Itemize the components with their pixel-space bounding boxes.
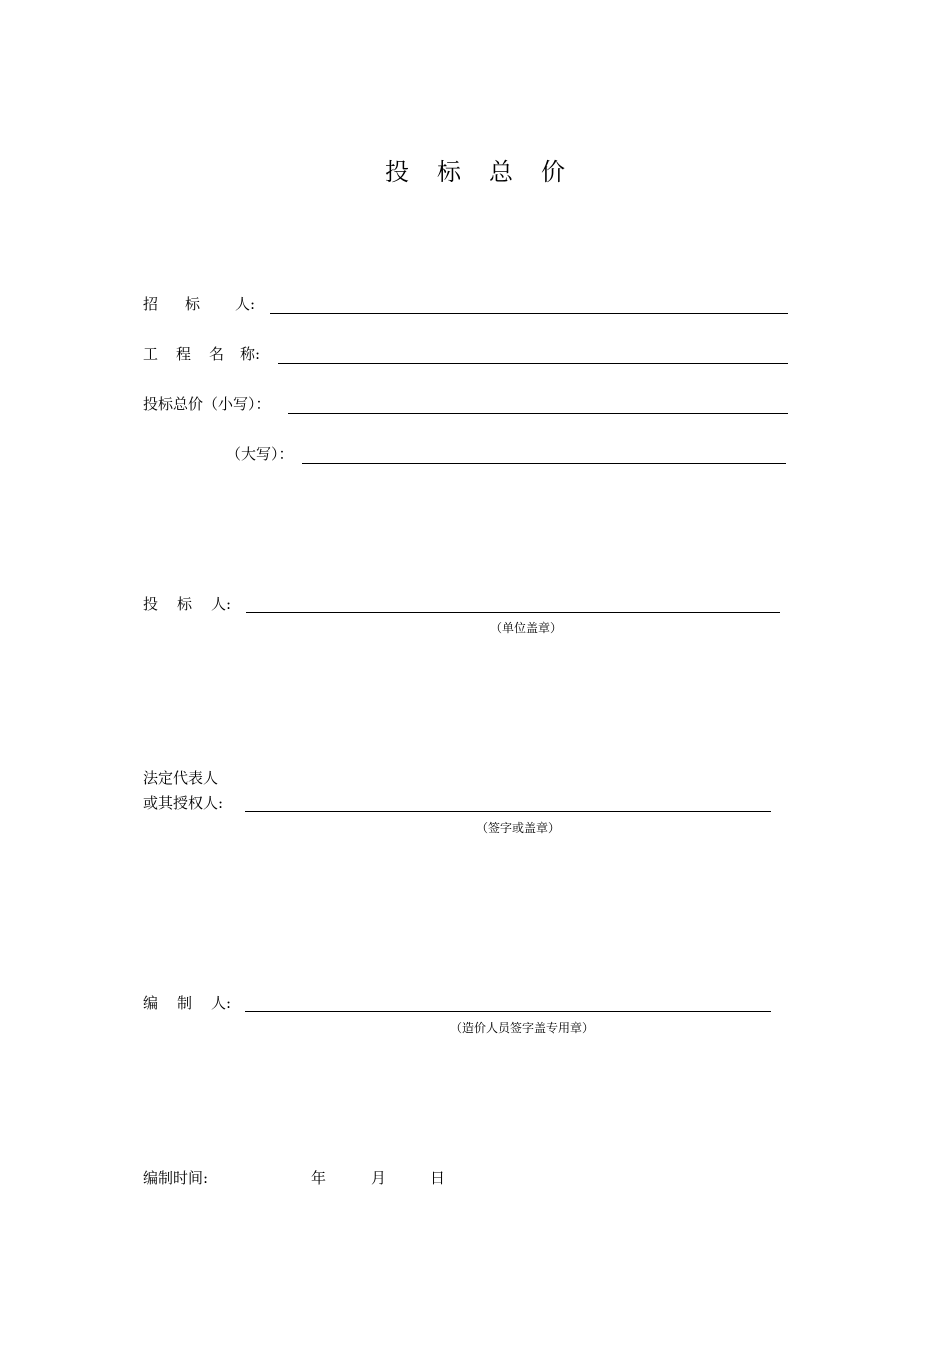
title-char: 投: [385, 158, 409, 186]
title-char: 总: [489, 158, 513, 186]
legal-rep-field-line[interactable]: [245, 811, 771, 812]
compiler-field-line[interactable]: [245, 1011, 771, 1012]
page-title: [0, 152, 950, 187]
bidder-note: （单位盖章）: [489, 621, 562, 635]
compiler-label: 编 制 人:: [143, 994, 232, 1012]
project-name-field-line[interactable]: [278, 363, 788, 364]
title-char: 标: [437, 158, 461, 186]
compile-time-label: 编制时间:: [143, 1169, 209, 1187]
tenderer-label: 招 标 人:: [143, 295, 256, 313]
legal-rep-label-line1: 法定代表人: [143, 769, 219, 787]
bid-total-lower-field-line[interactable]: [288, 413, 788, 414]
compiler-note: （造价人员签字盖专用章）: [449, 1021, 594, 1035]
tenderer-field-line[interactable]: [270, 313, 788, 314]
bid-total-lower-label: 投标总价（小写）：: [143, 395, 271, 413]
bidder-field-line[interactable]: [246, 612, 780, 613]
day-label: 日: [430, 1169, 446, 1187]
legal-rep-label-line2: 或其授权人:: [143, 794, 224, 812]
bidder-label: 投 标 人:: [143, 595, 232, 613]
project-name-label: 工 程 名 称:: [143, 345, 261, 363]
legal-rep-note: （签字或盖章）: [475, 821, 560, 835]
year-label: 年: [311, 1169, 327, 1187]
month-label: 月: [371, 1169, 387, 1187]
title-char: 价: [541, 158, 565, 186]
bid-total-upper-field-line[interactable]: [302, 463, 786, 464]
bid-total-upper-label: （大写）：: [226, 445, 294, 463]
